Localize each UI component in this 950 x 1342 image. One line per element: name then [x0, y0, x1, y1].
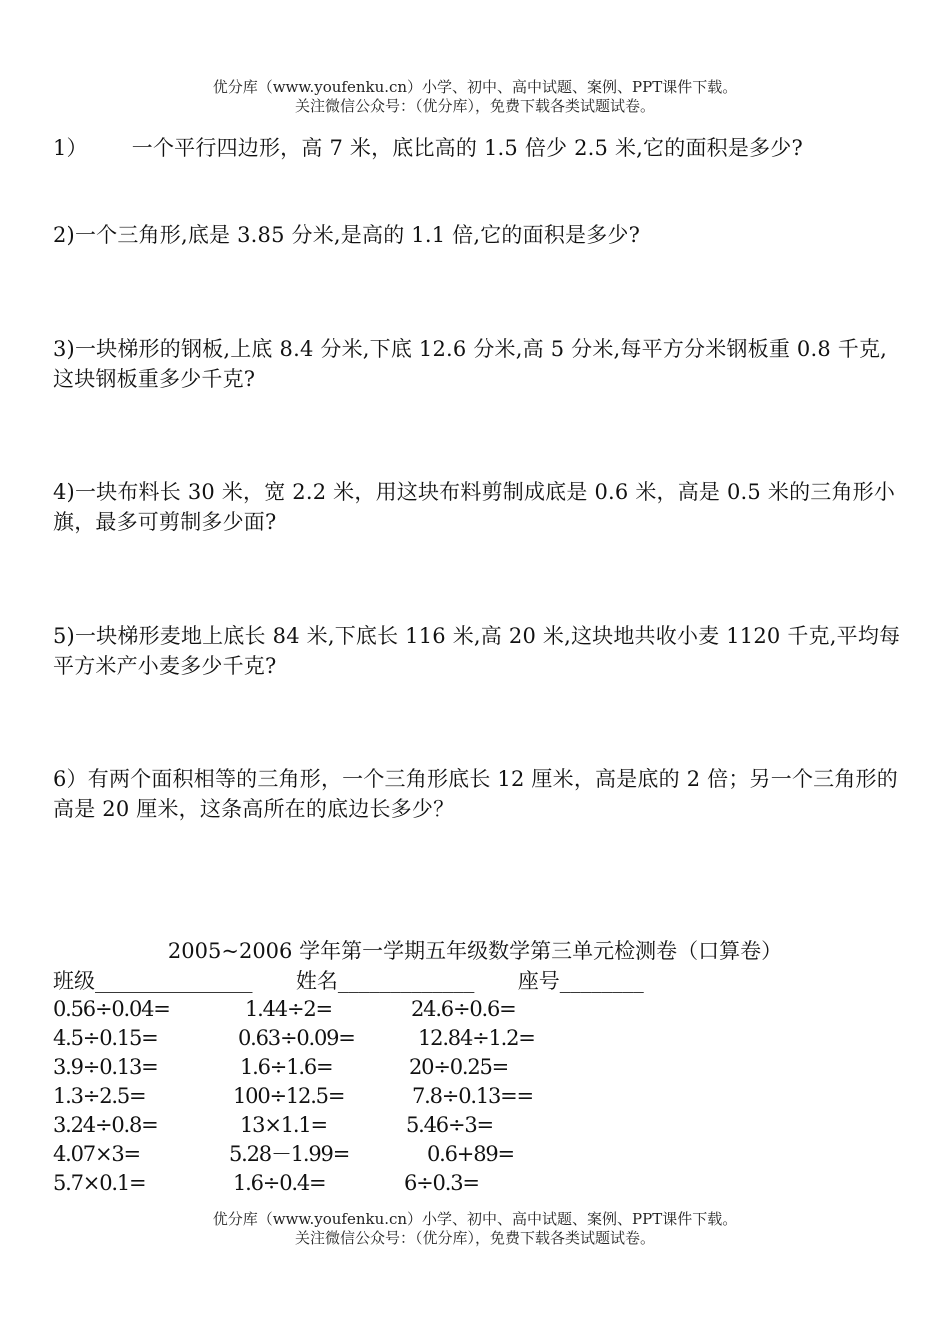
question-3-text: 3)一块梯形的钢板,上底 8.4 分米,下底 12.6 分米,高 5 分米,每平方分米钢板重 0.8 千克,这块钢板重多少千克?	[53, 337, 888, 391]
exercise: 100÷12.5=	[233, 1084, 345, 1108]
exercise: 4.07×3=	[53, 1142, 140, 1166]
exercise: 12.84÷1.2=	[418, 1026, 535, 1050]
header-line-2: 关注微信公众号：（优分库），免费下载各类试题试卷。	[294, 97, 655, 115]
seat-field[interactable]: 座号________	[517, 969, 644, 993]
question-1	[53, 133, 901, 163]
exercise: 1.44÷2=	[245, 997, 332, 1021]
footer-line-2: 关注微信公众号：（优分库），免费下载各类试题试卷。	[294, 1229, 655, 1247]
question-3	[53, 334, 901, 394]
exam-title: 2005~2006 学年第一学期五年级数学第三单元检测卷（口算卷）	[167, 939, 783, 963]
question-5-text: 5)一块梯形麦地上底长 84 米,下底长 116 米,高 20 米,这块地共收小麦 1120 千克,平均每平方米产小麦多少千克?	[53, 624, 901, 678]
exercise: 5.28－1.99=	[229, 1142, 350, 1166]
question-5	[53, 621, 901, 681]
exercise: 3.24÷0.8=	[53, 1113, 158, 1137]
question-1-number: 1）	[53, 136, 88, 160]
question-2	[53, 220, 901, 250]
footer-line-1: 优分库（www.youfenku.cn）小学、初中、高中试题、案例、PPT课件下载。	[212, 1210, 738, 1228]
exercise: 1.6÷0.4=	[233, 1171, 326, 1195]
question-6-text: 6）有两个面积相等的三角形，一个三角形底长 12 厘米，高是底的 2 倍；另一个三角形的高是 20 厘米，这条高所在的底边长多少？	[53, 767, 898, 821]
exercise: 20÷0.25=	[409, 1055, 509, 1079]
exercise: 5.46÷3=	[406, 1113, 493, 1137]
student-info-fields	[53, 967, 644, 995]
page-header	[0, 78, 950, 116]
exercise: 7.8÷0.13==	[412, 1084, 533, 1108]
exercise: 0.63÷0.09=	[238, 1026, 355, 1050]
question-4	[53, 477, 901, 537]
question-1-text: 一个平行四边形，高 7 米，底比高的 1.5 倍少 2.5 米,它的面积是多少?	[131, 136, 803, 160]
exercise: 0.6+89=	[427, 1142, 514, 1166]
exercise: 1.3÷2.5=	[53, 1084, 146, 1108]
exercise: 5.7×0.1=	[53, 1171, 146, 1195]
name-field[interactable]: 姓名_____________	[295, 969, 475, 993]
exercise: 13×1.1=	[240, 1113, 327, 1137]
class-field[interactable]: 班级_______________	[53, 969, 253, 993]
page-footer	[0, 1210, 950, 1248]
question-6	[53, 764, 901, 824]
exercise: 3.9÷0.13=	[53, 1055, 158, 1079]
exercise: 0.56÷0.04=	[53, 997, 170, 1021]
exercise: 4.5÷0.15=	[53, 1026, 158, 1050]
exercise: 24.6÷0.6=	[411, 997, 516, 1021]
question-4-text: 4)一块布料长 30 米，宽 2.2 米，用这块布料剪制成底是 0.6 米，高是 0.5 米的三角形小旗，最多可剪制多少面?	[53, 480, 896, 534]
header-line-1: 优分库（www.youfenku.cn）小学、初中、高中试题、案例、PPT课件下载。	[212, 78, 738, 96]
exercise: 1.6÷1.6=	[240, 1055, 333, 1079]
exercise: 6÷0.3=	[404, 1171, 479, 1195]
question-2-text: 2)一个三角形,底是 3.85 分米,是高的 1.1 倍,它的面积是多少?	[53, 223, 641, 247]
